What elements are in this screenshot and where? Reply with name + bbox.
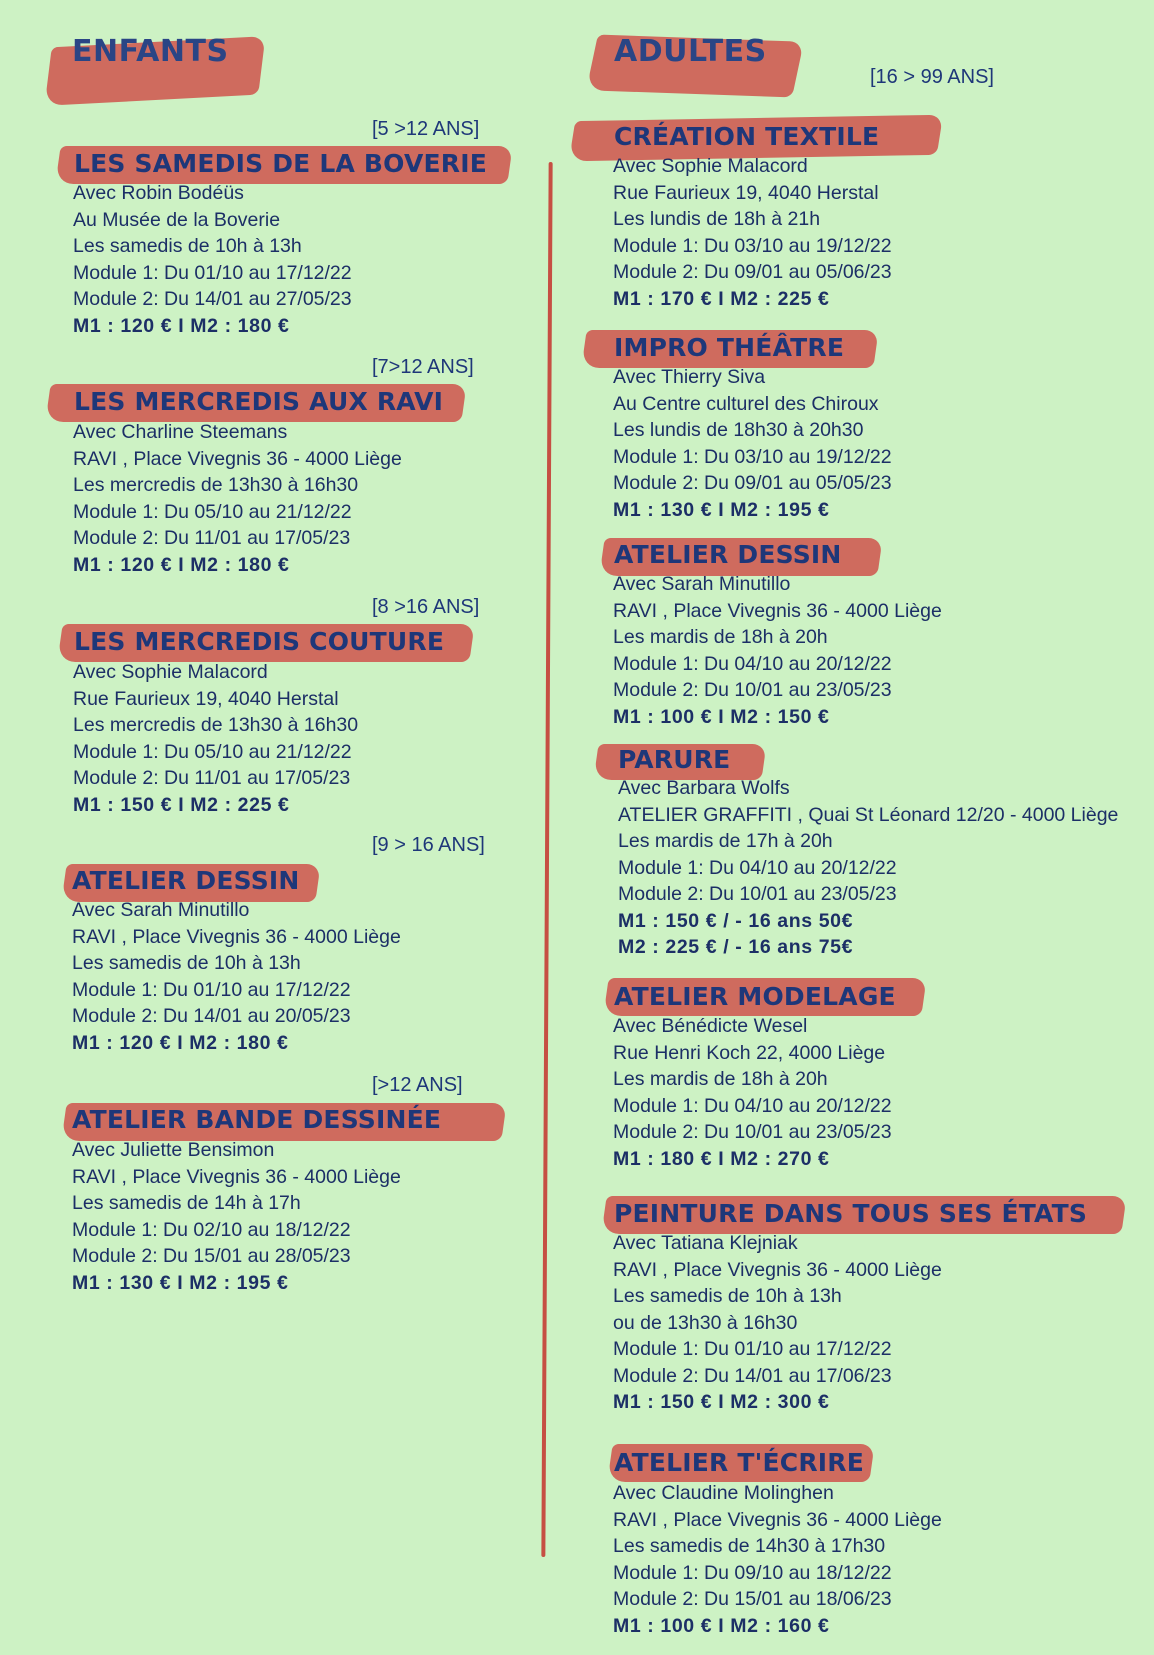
location: RAVI , Place Vivegnis 36 - 4000 Liège <box>613 1508 942 1531</box>
schedule: Les samedis de 10h à 13h <box>72 952 301 974</box>
workshop-details <box>613 153 892 312</box>
workshop-title: ATELIER DESSIN <box>72 866 300 895</box>
location: RAVI , Place Vivegnis 36 - 4000 Liège <box>72 925 401 948</box>
instructor: Avec Barbara Wolfs <box>618 777 790 799</box>
age-range: [7>12 ANS] <box>372 356 474 378</box>
module-2: Module 2: Du 15/01 au 28/05/23 <box>72 1245 351 1267</box>
schedule: Les mardis de 18h à 20h <box>613 1068 828 1090</box>
location: Rue Faurieux 19, 4040 Herstal <box>613 181 879 204</box>
price: M1 : 100 € I M2 : 150 € <box>613 705 830 728</box>
price: M1 : 150 € I M2 : 300 € <box>613 1391 830 1413</box>
workshop-title: ATELIER MODELAGE <box>614 982 896 1011</box>
module-1: Module 1: Du 02/10 au 18/12/22 <box>72 1218 351 1241</box>
workshop-title: PEINTURE DANS TOUS SES ÉTATS <box>614 1199 1088 1228</box>
instructor: Avec Tatiana Klejniak <box>613 1232 798 1254</box>
module-2: Module 2: Du 10/01 au 23/05/23 <box>613 679 892 701</box>
instructor: Avec Juliette Bensimon <box>72 1139 275 1161</box>
schedule: Les mardis de 18h à 20h <box>613 626 828 648</box>
price: M1 : 130 € I M2 : 195 € <box>72 1271 289 1294</box>
workshop-details <box>613 571 942 730</box>
instructor: Avec Bénédicte Wesel <box>613 1015 808 1037</box>
workshop-details <box>73 180 352 339</box>
age-range: [16 > 99 ANS] <box>870 66 994 88</box>
workshop-title: CRÉATION TEXTILE <box>614 122 880 151</box>
module-2: Module 2: Du 14/01 au 17/06/23 <box>613 1364 892 1387</box>
module-2: Module 2: Du 14/01 au 27/05/23 <box>73 288 352 310</box>
workshop-details <box>73 419 402 578</box>
workshop-details <box>613 1230 942 1416</box>
location: ATELIER GRAFFITI , Quai St Léonard 12/20 - 4000 Liège <box>618 803 1119 826</box>
schedule: Les samedis de 10h à 13h <box>613 1285 842 1307</box>
module-2: Module 2: Du 11/01 au 17/05/23 <box>73 767 351 789</box>
module-2: Module 2: Du 09/01 au 05/06/23 <box>613 261 892 283</box>
schedule: Les mardis de 17h à 20h <box>618 830 833 852</box>
age-range: [5 >12 ANS] <box>372 118 480 140</box>
instructor: Avec Thierry Siva <box>613 366 766 388</box>
instructor: Avec Charline Steemans <box>73 421 288 443</box>
price: M1 : 170 € I M2 : 225 € <box>613 287 830 310</box>
schedule: Les mercredis de 13h30 à 16h30 <box>73 714 359 736</box>
workshop-details <box>72 897 401 1056</box>
age-range: [9 > 16 ANS] <box>372 834 485 856</box>
module-2: Module 2: Du 09/01 au 05/05/23 <box>613 472 892 494</box>
instructor: Avec Sophie Malacord <box>73 661 268 683</box>
schedule: Les samedis de 14h à 17h <box>72 1192 301 1214</box>
module-1: Module 1: Du 04/10 au 20/12/22 <box>613 1094 892 1117</box>
workshop-details <box>613 364 892 523</box>
schedule: Les lundis de 18h30 à 20h30 <box>613 419 864 441</box>
workshop-title: ATELIER BANDE DESSINÉE <box>72 1105 442 1134</box>
price: M1 : 180 € I M2 : 270 € <box>613 1147 830 1170</box>
workshop-details <box>613 1480 942 1639</box>
workshop-details <box>613 1013 892 1172</box>
module-2: Module 2: Du 15/01 au 18/06/23 <box>613 1588 892 1610</box>
instructor: Avec Robin Bodéüs <box>73 182 244 204</box>
module-1: Module 1: Du 01/10 au 17/12/22 <box>613 1338 892 1360</box>
module-1: Module 1: Du 09/10 au 18/12/22 <box>613 1561 892 1584</box>
module-1: Module 1: Du 04/10 au 20/12/22 <box>613 652 892 675</box>
location: Au Musée de la Boverie <box>73 208 281 231</box>
module-1: Module 1: Du 03/10 au 19/12/22 <box>613 234 892 257</box>
module-2: Module 2: Du 14/01 au 20/05/23 <box>72 1005 351 1027</box>
location: RAVI , Place Vivegnis 36 - 4000 Liège <box>613 1258 942 1281</box>
price-module-2: M2 : 225 € / - 16 ans 75€ <box>618 936 854 958</box>
module-1: Module 1: Du 05/10 au 21/12/22 <box>73 500 352 523</box>
instructor: Avec Claudine Molinghen <box>613 1482 834 1504</box>
schedule: Les samedis de 14h30 à 17h30 <box>613 1535 886 1557</box>
workshop-title: PARURE <box>618 745 731 774</box>
price: M1 : 120 € I M2 : 180 € <box>73 314 290 337</box>
workshop-title: IMPRO THÉÂTRE <box>614 333 845 362</box>
price: M1 : 130 € I M2 : 195 € <box>613 498 830 521</box>
price: M1 : 120 € I M2 : 180 € <box>72 1031 289 1054</box>
instructor: Avec Sophie Malacord <box>613 155 808 177</box>
price: M1 : 100 € I M2 : 160 € <box>613 1614 830 1637</box>
module-1: Module 1: Du 01/10 au 17/12/22 <box>72 978 351 1001</box>
workshop-title: LES MERCREDIS AUX RAVI <box>74 387 444 416</box>
module-2: Module 2: Du 10/01 au 23/05/23 <box>613 1121 892 1143</box>
workshop-title: LES SAMEDIS DE LA BOVERIE <box>74 149 487 178</box>
location: RAVI , Place Vivegnis 36 - 4000 Liège <box>73 447 402 470</box>
schedule: Les lundis de 18h à 21h <box>613 208 821 230</box>
age-range: [8 >16 ANS] <box>372 596 480 618</box>
location: RAVI , Place Vivegnis 36 - 4000 Liège <box>613 599 942 622</box>
instructor: Avec Sarah Minutillo <box>613 573 791 595</box>
workshop-title: LES MERCREDIS COUTURE <box>74 627 445 656</box>
enfants-heading: ENFANTS <box>72 34 229 69</box>
schedule: Les mercredis de 13h30 à 16h30 <box>73 474 359 496</box>
module-1: Module 1: Du 04/10 au 20/12/22 <box>618 856 897 879</box>
price: M1 : 150 € I M2 : 225 € <box>73 793 290 816</box>
price: M1 : 120 € I M2 : 180 € <box>73 553 290 576</box>
module-1: Module 1: Du 03/10 au 19/12/22 <box>613 445 892 468</box>
workshop-details <box>618 775 1118 961</box>
workshop-details <box>72 1137 401 1296</box>
location: Au Centre culturel des Chiroux <box>613 392 879 415</box>
location: Rue Faurieux 19, 4040 Herstal <box>73 687 339 710</box>
age-range: [>12 ANS] <box>372 1074 463 1096</box>
location: RAVI , Place Vivegnis 36 - 4000 Liège <box>72 1165 401 1188</box>
workshop-title: ATELIER T'ÉCRIRE <box>614 1448 865 1477</box>
module-2: Module 2: Du 11/01 au 17/05/23 <box>73 527 351 549</box>
workshop-title: ATELIER DESSIN <box>614 540 842 569</box>
workshop-details <box>73 659 358 818</box>
location: Rue Henri Koch 22, 4000 Liège <box>613 1041 886 1064</box>
schedule: Les samedis de 10h à 13h <box>73 235 302 257</box>
price-module-1: M1 : 150 € / - 16 ans 50€ <box>618 909 854 932</box>
module-1: Module 1: Du 05/10 au 21/12/22 <box>73 740 352 763</box>
module-1: Module 1: Du 01/10 au 17/12/22 <box>73 261 352 284</box>
column-divider <box>541 162 552 1557</box>
adultes-heading: ADULTES <box>614 34 767 69</box>
schedule-alt: ou de 13h30 à 16h30 <box>613 1311 798 1334</box>
instructor: Avec Sarah Minutillo <box>72 899 250 921</box>
module-2: Module 2: Du 10/01 au 23/05/23 <box>618 883 897 905</box>
